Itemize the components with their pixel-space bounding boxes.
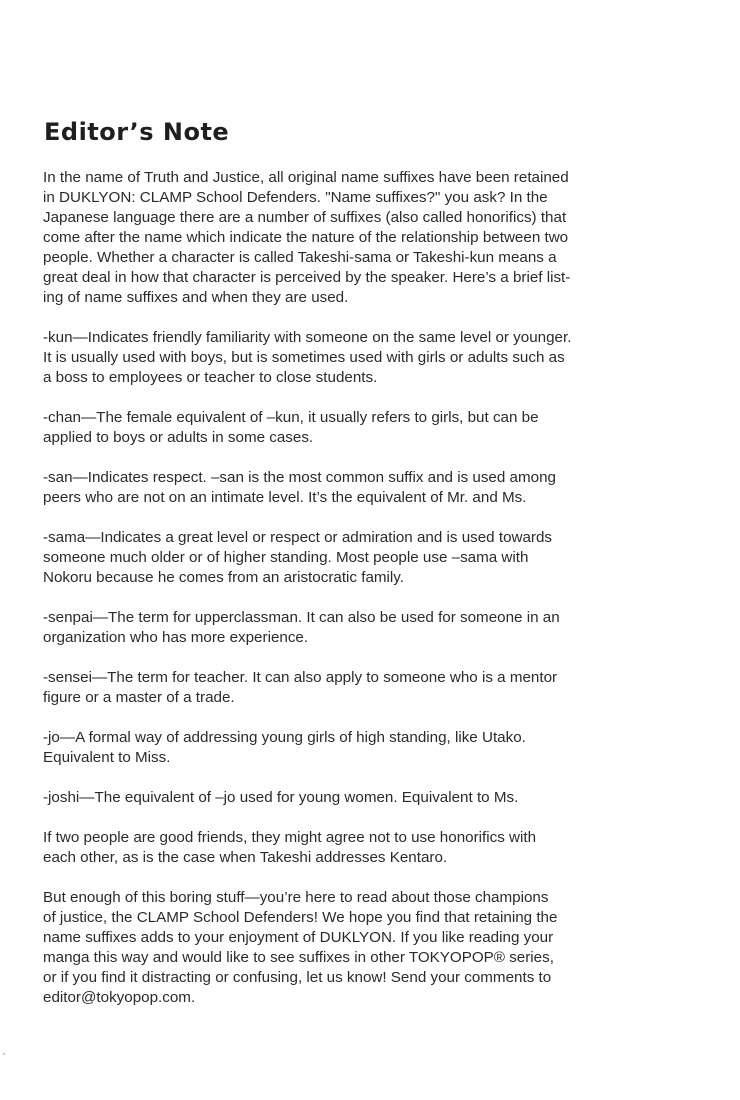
scan-speck	[3, 1053, 5, 1055]
paragraph	[43, 888, 683, 1008]
text-line: come after the name which indicate the nature of the relationship between two	[43, 229, 569, 246]
paragraph	[43, 468, 683, 508]
text-line: name suffixes adds to your enjoyment of DUKLYON. If you like reading your	[43, 929, 554, 946]
text-line: organization who has more experience.	[43, 629, 309, 646]
text-line: someone much older or of higher standing. Most people use –sama with	[43, 549, 529, 566]
text-line: It is usually used with boys, but is sometimes used with girls or adults such as	[43, 349, 565, 366]
text-line: -joshi—The equivalent of –jo used for young women. Equivalent to Ms.	[43, 789, 519, 806]
document-body	[43, 168, 683, 1008]
text-line: editor@tokyopop.com.	[43, 989, 196, 1006]
intro-paragraph	[43, 168, 683, 308]
text-line: -kun—Indicates friendly familiarity with someone on the same level or younger.	[43, 329, 572, 346]
text-line: people. Whether a character is called Takeshi-sama or Takeshi-kun means a	[43, 249, 557, 266]
text-line: each other, as is the case when Takeshi addresses Kentaro.	[43, 849, 448, 866]
text-line: In the name of Truth and Justice, all original name suffixes have been retained	[43, 169, 569, 186]
text-line: ing of name suffixes and when they are used.	[43, 289, 349, 306]
paragraph	[43, 828, 683, 868]
text-line: Nokoru because he comes from an aristocratic family.	[43, 569, 404, 586]
text-line: applied to boys or adults in some cases.	[43, 429, 314, 446]
text-line: of justice, the CLAMP School Defenders! We hope you find that retaining the	[43, 909, 558, 926]
paragraph	[43, 788, 683, 808]
text-line: figure or a master of a trade.	[43, 689, 235, 706]
text-line: manga this way and would like to see suffixes in other TOKYOPOP® series,	[43, 949, 554, 966]
text-line: But enough of this boring stuff—you’re here to read about those champions	[43, 889, 549, 906]
paragraph	[43, 668, 683, 708]
text-line: -jo—A formal way of addressing young girls of high standing, like Utako.	[43, 729, 526, 746]
text-line: peers who are not on an intimate level. It’s the equivalent of Mr. and Ms.	[43, 489, 527, 506]
paragraph	[43, 328, 683, 388]
paragraph	[43, 728, 683, 768]
page-title: Editor’s Note	[44, 118, 230, 146]
paragraph	[43, 528, 683, 588]
text-line: -sensei—The term for teacher. It can also apply to someone who is a mentor	[43, 669, 558, 686]
text-line: in DUKLYON: CLAMP School Defenders. "Name suffixes?" you ask? In the	[43, 189, 548, 206]
text-line: -senpai—The term for upperclassman. It can also be used for someone in an	[43, 609, 560, 626]
text-line: -sama—Indicates a great level or respect or admiration and is used towards	[43, 529, 553, 546]
text-line: -san—Indicates respect. –san is the most common suffix and is used among	[43, 469, 556, 486]
paragraph	[43, 408, 683, 448]
text-line: Japanese language there are a number of suffixes (also called honorifics) that	[43, 209, 567, 226]
text-line: -chan—The female equivalent of –kun, it usually refers to girls, but can be	[43, 409, 539, 426]
text-line: or if you find it distracting or confusing, let us know! Send your comments to	[43, 969, 552, 986]
text-line: Equivalent to Miss.	[43, 749, 171, 766]
text-line: great deal in how that character is perceived by the speaker. Here’s a brief list-	[43, 269, 571, 286]
text-line: If two people are good friends, they might agree not to use honorifics with	[43, 829, 537, 846]
text-line: a boss to employees or teacher to close students.	[43, 369, 378, 386]
paragraph	[43, 608, 683, 648]
